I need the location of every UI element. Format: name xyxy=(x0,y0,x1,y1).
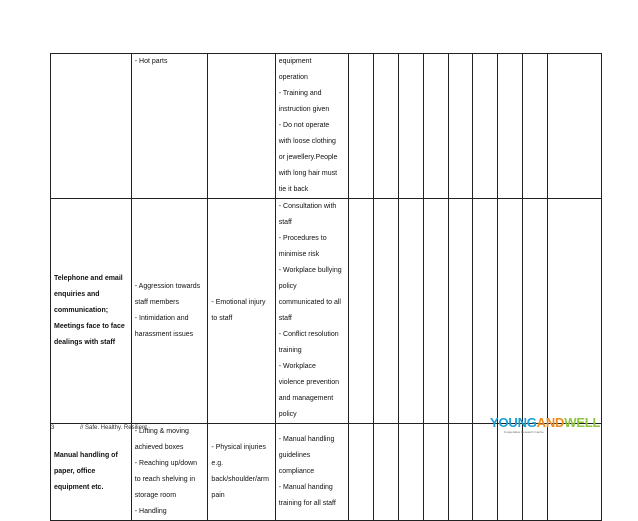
risks-line: achieved boxes xyxy=(134,444,184,451)
table-row xyxy=(51,54,602,199)
page-footer xyxy=(0,415,638,445)
controls-line: operation xyxy=(278,74,308,81)
controls-line: - Conflict resolution xyxy=(278,331,339,338)
footer-tagline: // Safe. Healthy. Resilient xyxy=(80,425,147,431)
risk-assessment-table xyxy=(50,53,602,521)
controls-line: policy xyxy=(278,411,297,418)
harm-line: to staff xyxy=(211,315,233,322)
controls-line: - Procedures to xyxy=(278,235,327,242)
controls-line: - Manual handling xyxy=(278,436,335,443)
controls-line: staff xyxy=(278,219,292,226)
empty-rating-cell xyxy=(349,54,374,199)
controls-line: with long hair must xyxy=(278,170,338,177)
cell-risks xyxy=(131,199,208,424)
empty-rating-cell xyxy=(498,54,523,199)
empty-rating-cell xyxy=(523,199,548,424)
risks-line: to reach shelving in xyxy=(134,476,196,483)
harm-line: pain xyxy=(211,492,225,499)
hazard-line: Telephone and email xyxy=(54,275,123,282)
controls-line: tie it back xyxy=(278,186,309,193)
cell-risks xyxy=(131,54,208,199)
risks-line: staff members xyxy=(134,299,179,306)
logo-subtitle: Cooperative Research Centre xyxy=(504,430,544,434)
controls-line: - Workplace bullying xyxy=(278,267,342,274)
hazard-line: dealings with staff xyxy=(54,339,116,346)
empty-rating-cell xyxy=(349,199,374,424)
risks-line: - Lifting & moving xyxy=(134,428,189,435)
harm-line: back/shoulder/arm xyxy=(211,476,270,483)
empty-rating-cell xyxy=(498,199,523,424)
empty-rating-cell xyxy=(398,54,423,199)
risks-line: - Reaching up/down xyxy=(134,460,198,467)
table-row xyxy=(51,199,602,424)
page-number: 3 xyxy=(51,425,55,431)
risks-line: - Intimidation and xyxy=(134,315,189,322)
young-and-well-logo xyxy=(490,415,602,441)
controls-line: compliance xyxy=(278,468,315,475)
controls-line: with loose clothing xyxy=(278,138,336,145)
controls-line: - Workplace xyxy=(278,363,316,370)
controls-line: - Training and xyxy=(278,90,322,97)
cell-hazard xyxy=(51,199,132,424)
controls-line: equipment xyxy=(278,58,312,65)
controls-line: guidelines xyxy=(278,452,311,459)
risks-line: - Aggression towards xyxy=(134,283,201,290)
controls-line: violence prevention xyxy=(278,379,340,386)
hazard-line: Manual handling of xyxy=(54,452,118,459)
empty-rating-cell xyxy=(548,54,602,199)
hazard-line: Meetings face to face xyxy=(54,323,125,330)
controls-line: and management xyxy=(278,395,334,402)
hazard-line: enquiries and xyxy=(54,291,100,298)
harm-line: - Emotional injury xyxy=(211,299,266,306)
hazard-line: equipment etc. xyxy=(54,484,104,491)
empty-rating-cell xyxy=(374,199,399,424)
controls-line: policy xyxy=(278,283,297,290)
controls-line: minimise risk xyxy=(278,251,320,258)
controls-line: - Manual handing xyxy=(278,484,333,491)
controls-line: staff xyxy=(278,315,292,322)
empty-rating-cell xyxy=(398,199,423,424)
empty-rating-cell xyxy=(473,54,498,199)
cell-controls xyxy=(275,199,349,424)
empty-rating-cell xyxy=(523,54,548,199)
harm-line: e.g. xyxy=(211,460,224,467)
risks-line: - Handling xyxy=(134,508,167,515)
empty-rating-cell xyxy=(448,199,473,424)
controls-line: training xyxy=(278,347,302,354)
empty-rating-cell xyxy=(374,54,399,199)
controls-line: - Consultation with xyxy=(278,203,337,210)
empty-rating-cell xyxy=(473,199,498,424)
empty-rating-cell xyxy=(423,199,448,424)
risks-line: - Hot parts xyxy=(134,58,168,65)
risks-line: storage room xyxy=(134,492,177,499)
cell-hazard xyxy=(51,54,132,199)
logo-wordmark: YOUNGANDWELL xyxy=(490,415,601,430)
controls-line: instruction given xyxy=(278,106,330,113)
empty-rating-cell xyxy=(423,54,448,199)
controls-line: training for all staff xyxy=(278,500,336,507)
controls-line: or jewellery.People xyxy=(278,154,338,161)
controls-line: communicated to all xyxy=(278,299,341,306)
cell-controls xyxy=(275,54,349,199)
harm-line: - Physical injuries xyxy=(211,444,266,451)
cell-harm xyxy=(208,199,275,424)
empty-rating-cell xyxy=(548,199,602,424)
cell-harm xyxy=(208,54,275,199)
risks-line: harassment issues xyxy=(134,331,194,338)
hazard-line: communication; xyxy=(54,307,109,314)
hazard-line: paper, office xyxy=(54,468,96,475)
empty-rating-cell xyxy=(448,54,473,199)
controls-line: - Do not operate xyxy=(278,122,330,129)
